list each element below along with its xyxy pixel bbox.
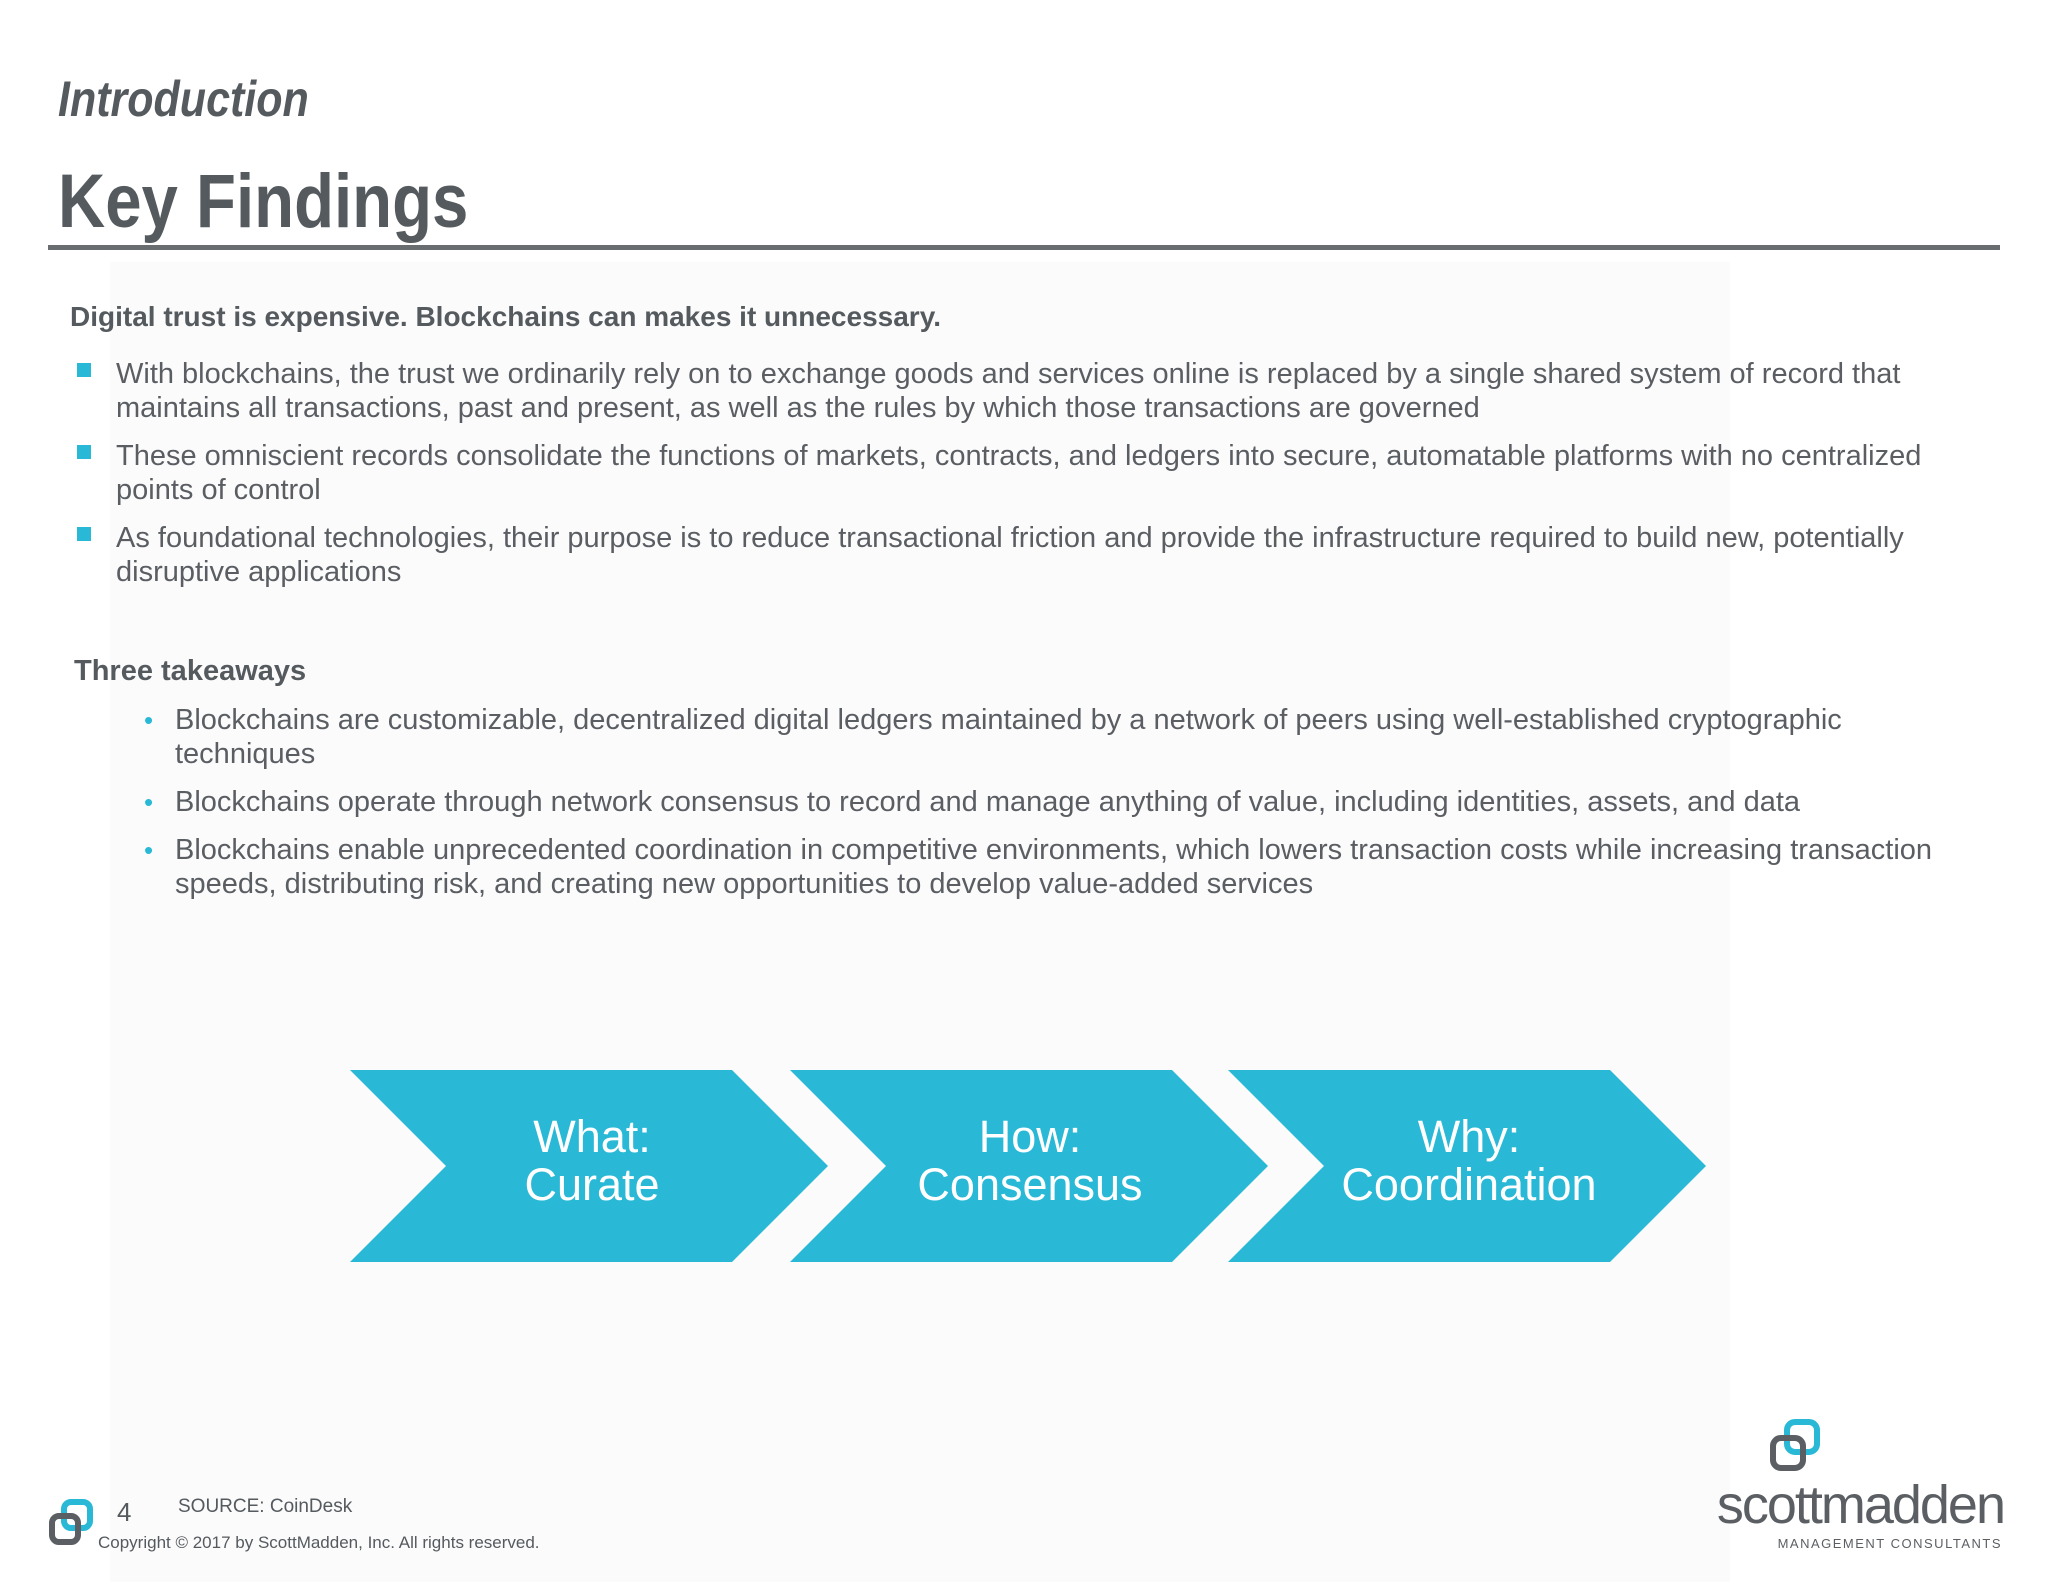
square-bullet-icon	[77, 445, 91, 459]
brand-name: scottmadden	[1716, 1475, 2004, 1535]
list-item	[142, 703, 1982, 771]
page-number: 4	[117, 1497, 132, 1527]
list-item	[72, 357, 1982, 425]
chevron-why-label	[1304, 1113, 1634, 1209]
chevron-why-line1: Why:	[1417, 1111, 1521, 1162]
chevron-how-line1: How:	[978, 1111, 1082, 1162]
page-title: Key Findings	[58, 159, 469, 244]
takeaways-list	[142, 703, 1982, 915]
dot-bullet-icon: •	[144, 787, 154, 817]
list-item	[142, 833, 1982, 901]
list-item-text: These omniscient records consolidate the functions of markets, contracts, and ledgers into secure, automatable platforms with no centralized points of control	[116, 440, 1922, 506]
brand-tagline: MANAGEMENT CONSULTANTS	[1777, 1536, 2002, 1551]
takeaways-heading: Three takeaways	[74, 655, 307, 687]
list-item-text: With blockchains, the trust we ordinarily rely on to exchange goods and services online is replaced by a single shared system of record that maintains all transactions, past and present, as well as the rules by which those transactions are governed	[116, 358, 1901, 424]
list-item-text: Blockchains operate through network consensus to record and manage anything of value, including identities, assets, and data	[175, 786, 1801, 818]
list-item-text: As foundational technologies, their purpose is to reduce transactional friction and provide the infrastructure required to build new, potentially disruptive applications	[116, 522, 1904, 588]
list-item-text: Blockchains enable unprecedented coordination in competitive environments, which lowers transaction costs while increasing transaction speeds, distributing risk, and creating new opportunities to develop value-added services	[175, 834, 1933, 900]
dot-bullet-icon: •	[144, 705, 154, 735]
key-findings-list	[72, 357, 1982, 603]
source-note: SOURCE: CoinDesk	[178, 1496, 353, 1517]
chevron-how-label	[865, 1113, 1195, 1209]
chevron-what-label	[427, 1113, 757, 1209]
title-divider	[48, 245, 2000, 250]
list-item	[72, 439, 1982, 507]
scottmadden-logo-icon	[48, 1498, 100, 1550]
chevron-what-line1: What:	[533, 1111, 651, 1162]
lead-statement: Digital trust is expensive. Blockchains can makes it unnecessary.	[70, 301, 941, 332]
chevron-how-line2: Consensus	[917, 1159, 1143, 1210]
chevron-what-line2: Curate	[524, 1159, 660, 1210]
list-item-text: Blockchains are customizable, decentralized digital ledgers maintained by a network of peers using well-established cryptographic techniques	[175, 704, 1842, 770]
square-bullet-icon	[77, 363, 91, 377]
section-label: Introduction	[58, 71, 309, 127]
chevron-why-line2: Coordination	[1341, 1159, 1597, 1210]
copyright-note: Copyright © 2017 by ScottMadden, Inc. All rights reserved.	[98, 1533, 540, 1552]
dot-bullet-icon: •	[144, 835, 154, 865]
scottmadden-logo-icon	[1765, 1418, 1827, 1480]
list-item	[142, 785, 1982, 819]
square-bullet-icon	[77, 527, 91, 541]
list-item	[72, 521, 1982, 589]
